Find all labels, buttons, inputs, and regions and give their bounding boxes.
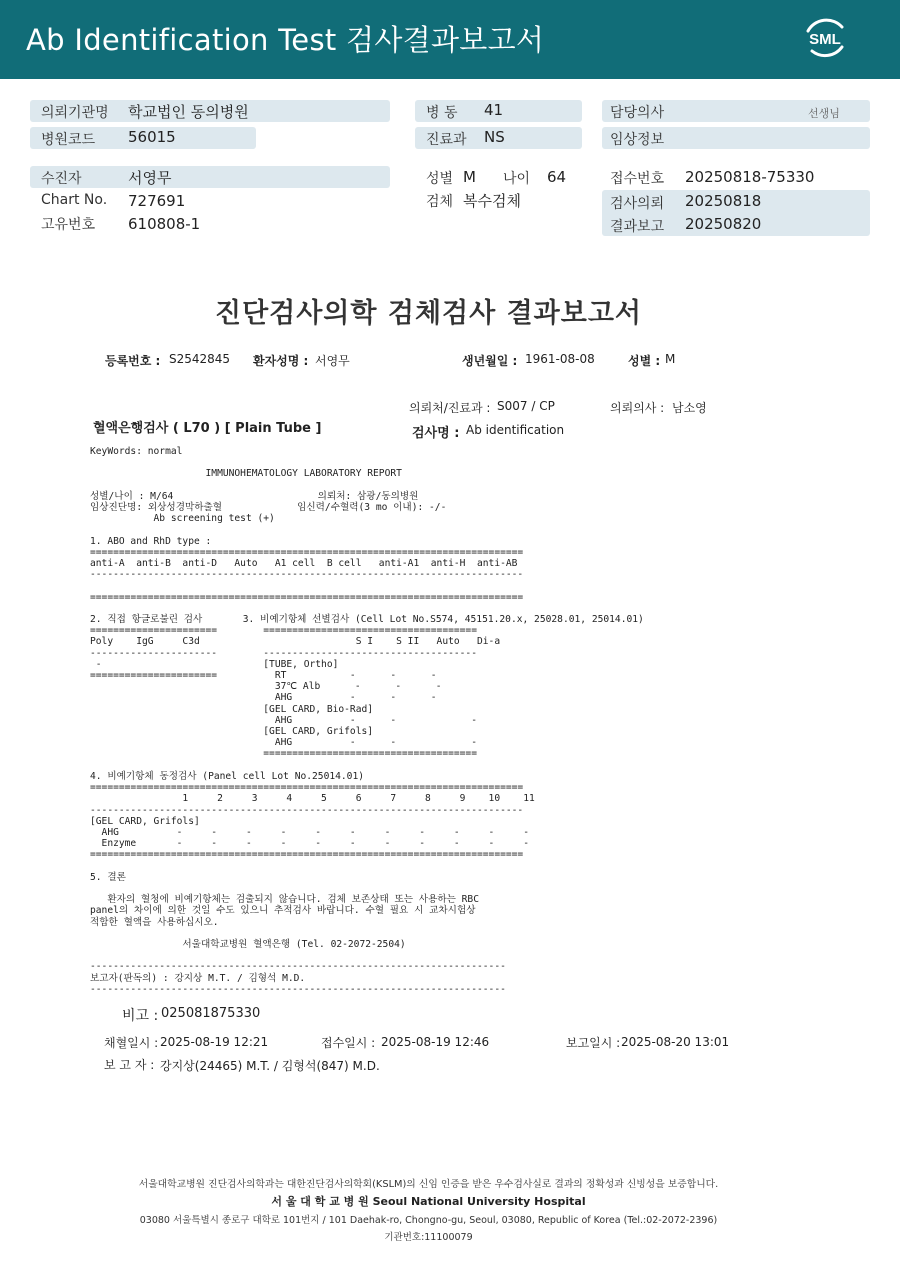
unique-value: 610808-1 xyxy=(128,215,201,233)
report-header xyxy=(0,0,900,79)
lab-line: panel의 차이에 의한 것일 수도 있으니 추적검사 바랍니다. 수혈 필요 시 교차시험상 xyxy=(90,905,476,917)
dob-value: 1961-08-08 xyxy=(525,352,595,366)
lab-line: - [TUBE, Ortho] xyxy=(90,658,339,670)
lab-line: AHG - - - xyxy=(90,692,437,704)
lab-line: [GEL CARD, Bio-Rad] xyxy=(90,703,374,715)
lab-line: 임상진단명: 외상성경막하출혈 임신력/수혈력(3 mo 이내): -/- xyxy=(90,502,447,514)
lab-line: IMMUNOHEMATOLOGY LABORATORY REPORT xyxy=(90,468,402,480)
lab-line xyxy=(90,928,690,939)
collect-label: 채혈일시 : xyxy=(104,1036,159,1050)
reported-label: 결과보고 xyxy=(610,219,665,235)
report-time-value: 2025-08-20 13:01 xyxy=(621,1035,730,1049)
report-title: 진단검사의학 검체검사 결과보고서 xyxy=(214,298,643,329)
lab-line xyxy=(90,883,690,894)
lab-line xyxy=(90,580,690,591)
dob-label: 생년월일 : xyxy=(462,354,518,368)
lab-line: ====================== RT - - - xyxy=(90,670,437,682)
sml-logo-icon xyxy=(800,13,850,63)
patient-value: 서영무 xyxy=(128,169,172,187)
chart-value: 727691 xyxy=(128,192,186,210)
lab-line: 성별/나이 : M/64 의뢰처: 삼광/동의병원 xyxy=(90,490,419,502)
lab-line: ---------------------- ------------------------------------- xyxy=(90,647,477,659)
lab-line: [GEL CARD, Grifols] xyxy=(90,815,200,827)
hosp-code-value: 56015 xyxy=(128,128,176,146)
test-value: Ab identification xyxy=(466,423,565,437)
ref-doctor-label: 의뢰의사 : xyxy=(610,401,665,415)
reg-value: S2542845 xyxy=(169,352,231,366)
req-org-label: 의뢰기관명 xyxy=(41,105,109,121)
requested-value: 20250818 xyxy=(685,192,762,210)
dept-value-report: S007 / CP xyxy=(497,399,555,413)
lab-line: [GEL CARD, Grifols] xyxy=(90,726,374,738)
footer-institution-number: 기관번호:11100079 xyxy=(384,1232,473,1243)
lab-line: 4. 비예기항체 동정검사 (Panel cell Lot No.25014.01) xyxy=(90,770,365,782)
ward-label: 병 동 xyxy=(426,105,458,121)
lab-line: 보고자(판독의) : 강지상 M.T. / 김형석 M.D. xyxy=(90,972,306,984)
lab-line: Ab screening test (+) xyxy=(90,513,275,525)
report-time-label: 보고일시 : xyxy=(566,1036,621,1050)
lab-line: AHG - - - - - - - - - - - xyxy=(90,826,529,838)
dept-label-report: 의뢰처/진료과 : xyxy=(409,401,491,415)
lab-line: AHG - - - xyxy=(90,737,477,749)
section-title: 혈액은행검사 ( L70 ) [ Plain Tube ] xyxy=(93,421,322,436)
dept-label: 진료과 xyxy=(426,132,467,148)
reported-value: 20250820 xyxy=(685,215,762,233)
ref-doctor-value: 남소영 xyxy=(672,401,707,415)
lab-line: 환자의 혈청에 비예기항체는 검출되지 않습니다. 검체 보존상태 또는 사용하는 RBC xyxy=(90,894,479,906)
lab-report-body xyxy=(90,446,690,995)
lab-line: ------------------------------------------------------------------------ xyxy=(90,983,506,995)
lab-line xyxy=(90,760,690,771)
collect-value: 2025-08-19 12:21 xyxy=(160,1035,269,1049)
lab-line: =========================================================================== xyxy=(90,591,524,603)
lab-line: 1. ABO and RhD type : xyxy=(90,535,212,547)
lab-line: =========================================================================== xyxy=(90,849,524,861)
clinical-label: 임상정보 xyxy=(610,132,665,148)
receive-label: 접수일시 : xyxy=(321,1036,376,1050)
lab-line: 적합한 혈액을 사용하십시오. xyxy=(90,916,219,928)
ward-value: 41 xyxy=(484,101,504,119)
lab-line: 1 2 3 4 5 6 7 8 9 10 11 xyxy=(90,793,535,805)
lab-line: AHG - - - xyxy=(90,714,477,726)
lab-line: =========================================================================== xyxy=(90,782,524,794)
hosp-code-label: 병원코드 xyxy=(41,132,96,148)
lab-line: ====================== ===================================== xyxy=(90,625,477,637)
lab-line: 37℃ Alb - - - xyxy=(90,681,442,693)
lab-line: 서울대학교병원 혈액은행 (Tel. 02-2072-2504) xyxy=(90,938,406,950)
test-label: 검사명 : xyxy=(412,426,460,441)
lab-line: --------------------------------------------------------------------------- xyxy=(90,569,524,581)
requested-label: 검사의뢰 xyxy=(610,196,665,212)
patient-label: 수진자 xyxy=(41,171,82,187)
footer-address: 03080 서울특별시 종로구 대학로 101번지 / 101 Daehak-ro, Chongno-gu, Seoul, 03080, Republic of Korea (Tel.:02-2072-2396) xyxy=(139,1215,718,1226)
header-title: Ab Identification Test 검사결과보고서 xyxy=(26,23,545,57)
lab-line: anti-A anti-B anti-D Auto A1 cell B cell anti-A1 anti-H anti-AB xyxy=(90,558,518,570)
lab-line: ===================================== xyxy=(90,748,477,760)
lab-line xyxy=(90,524,690,535)
req-org-value: 학교법인 동의병원 xyxy=(128,103,249,121)
receipt-value: 20250818-75330 xyxy=(685,168,815,186)
lab-line: Enzyme - - - - - - - - - - - xyxy=(90,838,529,850)
lab-line: ------------------------------------------------------------------------ xyxy=(90,961,506,973)
age-value: 64 xyxy=(547,168,567,186)
lab-line xyxy=(90,950,690,961)
dept-value: NS xyxy=(484,128,505,146)
lab-line xyxy=(90,603,690,614)
name-value: 서영무 xyxy=(315,354,350,368)
reporter-value: 강지상(24465) M.T. / 김형석(847) M.D. xyxy=(160,1059,380,1073)
lab-line xyxy=(90,457,690,468)
specimen-value: 복수검체 xyxy=(463,192,521,210)
footer-hospital-name: 서 울 대 학 교 병 원 Seoul National University Hospital xyxy=(271,1195,586,1208)
lab-line: KeyWords: normal xyxy=(90,446,183,457)
specimen-label: 검체 xyxy=(426,194,454,210)
sex-label-report: 성별 : xyxy=(628,354,661,368)
doctor-label: 담당의사 xyxy=(610,105,665,121)
name-label: 환자성명 : xyxy=(253,354,309,368)
lab-line: 5. 결론 xyxy=(90,871,126,883)
age-label: 나이 xyxy=(503,171,531,187)
doctor-suffix: 선생님 xyxy=(808,107,840,120)
reg-label: 등록번호 : xyxy=(105,354,161,368)
lab-line: --------------------------------------------------------------------------- xyxy=(90,804,524,816)
chart-label: Chart No. xyxy=(41,192,108,208)
lab-line: 2. 직접 항글로불린 검사 3. 비예기항체 선별검사 (Cell Lot No.S574, 45151.20.x, 25028.01, 25014.01) xyxy=(90,614,644,626)
patient-box xyxy=(30,166,390,188)
logo-text: SML xyxy=(809,31,841,48)
lab-line xyxy=(90,861,690,872)
unique-label: 고유번호 xyxy=(41,217,96,233)
lab-line: Poly IgG C3d S I S II Auto Di-a xyxy=(90,636,501,648)
lab-line: =========================================================================== xyxy=(90,546,524,558)
reporter-label: 보 고 자 : xyxy=(104,1058,155,1072)
footer-certification: 서울대학교병원 진단검사의학과는 대한진단검사의학회(KSLM)의 신임 인증을 받은 우수검사실로 결과의 정확성과 신빙성을 보증합니다. xyxy=(138,1179,719,1190)
remark-value: 025081875330 xyxy=(161,1006,261,1021)
sex-value: M xyxy=(463,168,476,186)
receive-value: 2025-08-19 12:46 xyxy=(381,1035,490,1049)
lab-line xyxy=(90,480,690,491)
remark-label: 비고 : xyxy=(122,1008,159,1024)
sex-value-report: M xyxy=(665,352,676,366)
receipt-label: 접수번호 xyxy=(610,171,665,187)
sex-label: 성별 xyxy=(426,171,454,187)
